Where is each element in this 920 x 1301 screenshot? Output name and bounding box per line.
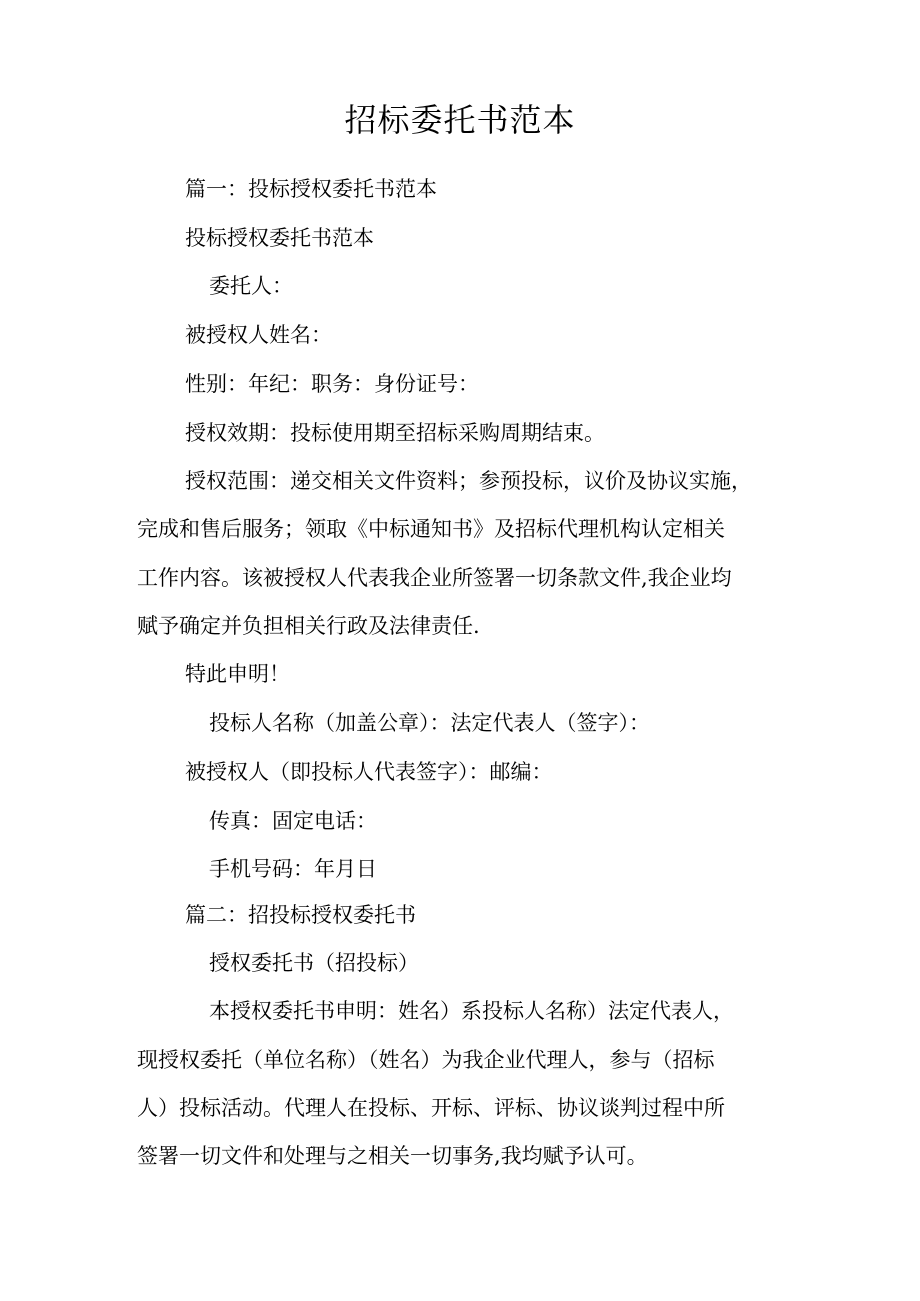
declaration: 特此申明！ [185, 662, 290, 686]
paragraph-scope-line-2: 完成和售后服务；领取《中标通知书》及招标代理机构认定相关 [137, 517, 725, 541]
paragraph-scope-line-4: 赋予确定并负担相关行政及法律责任. [137, 614, 480, 638]
field-mobile-date: 手机号码：年月日 [209, 857, 377, 881]
field-personal-info: 性别：年纪：职务：身份证号： [185, 372, 479, 396]
paragraph-statement-line-3: 人）投标活动。代理人在投标、开标、评标、协议谈判过程中所 [137, 1096, 725, 1120]
paragraph-scope-line-3: 工作内容。该被授权人代表我企业所签署一切条款文件,我企业均 [137, 566, 732, 590]
paragraph-statement-line-2: 现授权委托（单位名称）（姓名）为我企业代理人，参与（招标 [137, 1048, 715, 1072]
paragraph-scope-line-1: 授权范围：递交相关文件资料；参预投标，议价及协议实施， [185, 469, 752, 493]
paragraph-statement-line-4: 签署一切文件和处理与之相关一切事务,我均赋予认可。 [137, 1144, 648, 1168]
field-authorized-name: 被授权人姓名： [185, 323, 332, 347]
section-heading-1: 篇一：投标授权委托书范本 [185, 177, 437, 201]
paragraph-statement-line-1: 本授权委托书申明：姓名）系投标人名称）法定代表人， [209, 999, 734, 1023]
section-heading-2: 篇二：招投标授权委托书 [185, 903, 416, 927]
field-principal: 委托人： [209, 274, 293, 298]
field-authorized-signature: 被授权人（即投标人代表签字）：邮编： [185, 760, 553, 784]
field-bidder-name: 投标人名称（加盖公章）：法定代表人（签字）： [209, 711, 650, 735]
document-title: 招标委托书范本 [344, 101, 576, 139]
subheading-1: 投标授权委托书范本 [185, 226, 374, 250]
field-fax-phone: 传真：固定电话： [209, 809, 377, 833]
subheading-2: 授权委托书（招投标） [209, 951, 419, 975]
field-validity: 授权效期：投标使用期至招标采购周期结束。 [185, 421, 605, 445]
